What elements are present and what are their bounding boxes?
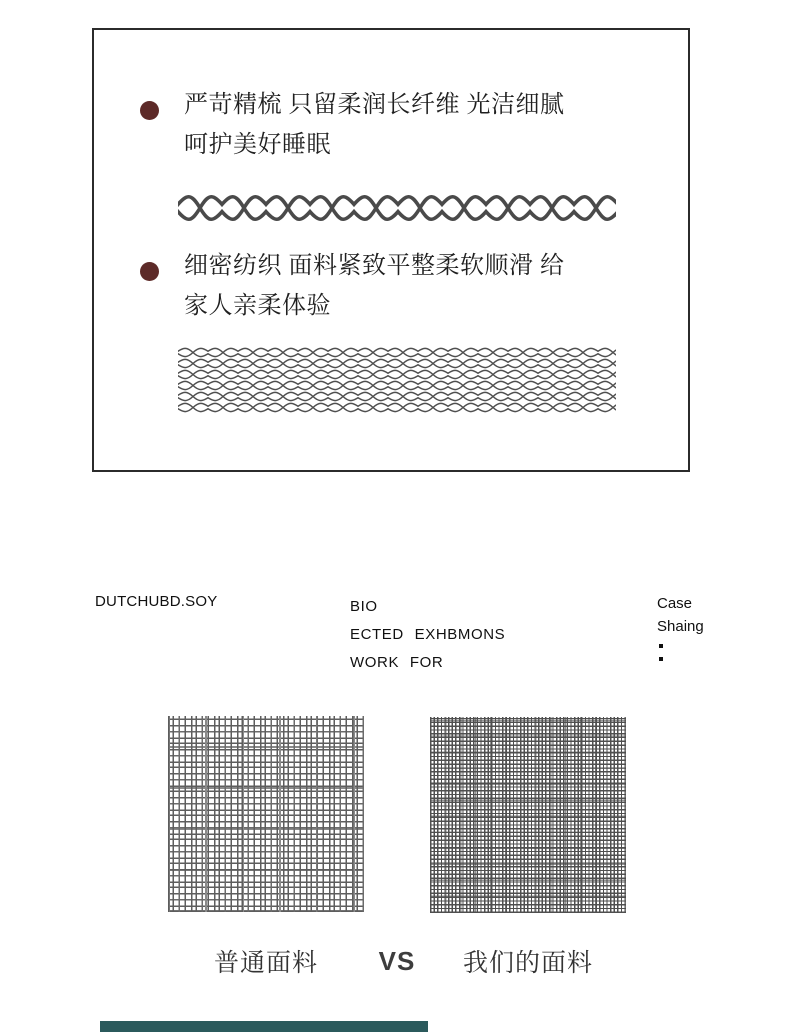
vs-label: VS [378,946,416,976]
yarn-twist-illustration [178,192,616,224]
feature-2-line-1: 细密纺织 面料紧致平整柔软顺滑 给 [184,253,565,279]
feature-2-line-2: 家人亲柔体验 [184,293,331,319]
loose-weave-swatch [168,716,364,912]
feature-item-2 [184,246,565,326]
meta-line-ected: ECTED EXHBMONS [350,626,506,643]
woven-band-illustration [178,347,616,413]
feature-item-1 [184,85,565,165]
meta-line-case: Case [657,595,693,612]
meta-center-block [350,593,505,677]
colon-dot-icon [659,644,663,648]
colon-dot-icon [659,657,663,661]
ordinary-fabric-label: 普通面料 [213,950,318,977]
our-fabric-label: 我们的面料 [462,950,593,977]
bullet-dot-icon [140,101,159,120]
bullet-dot-icon [140,262,159,281]
brand-label: DUTCHUBD.SOY [95,593,218,610]
meta-line-work: WORK FOR [350,654,444,671]
footer-accent-bar [100,1021,428,1032]
meta-line-shaing: Shaing [657,618,704,635]
meta-line-bio: BIO [350,598,378,615]
feature-1-line-1: 严苛精梳 只留柔润长纤维 光洁细腻 [184,92,565,118]
meta-right-block [657,592,704,638]
feature-1-line-2: 呵护美好睡眠 [184,132,331,158]
dense-weave-swatch [430,717,626,913]
